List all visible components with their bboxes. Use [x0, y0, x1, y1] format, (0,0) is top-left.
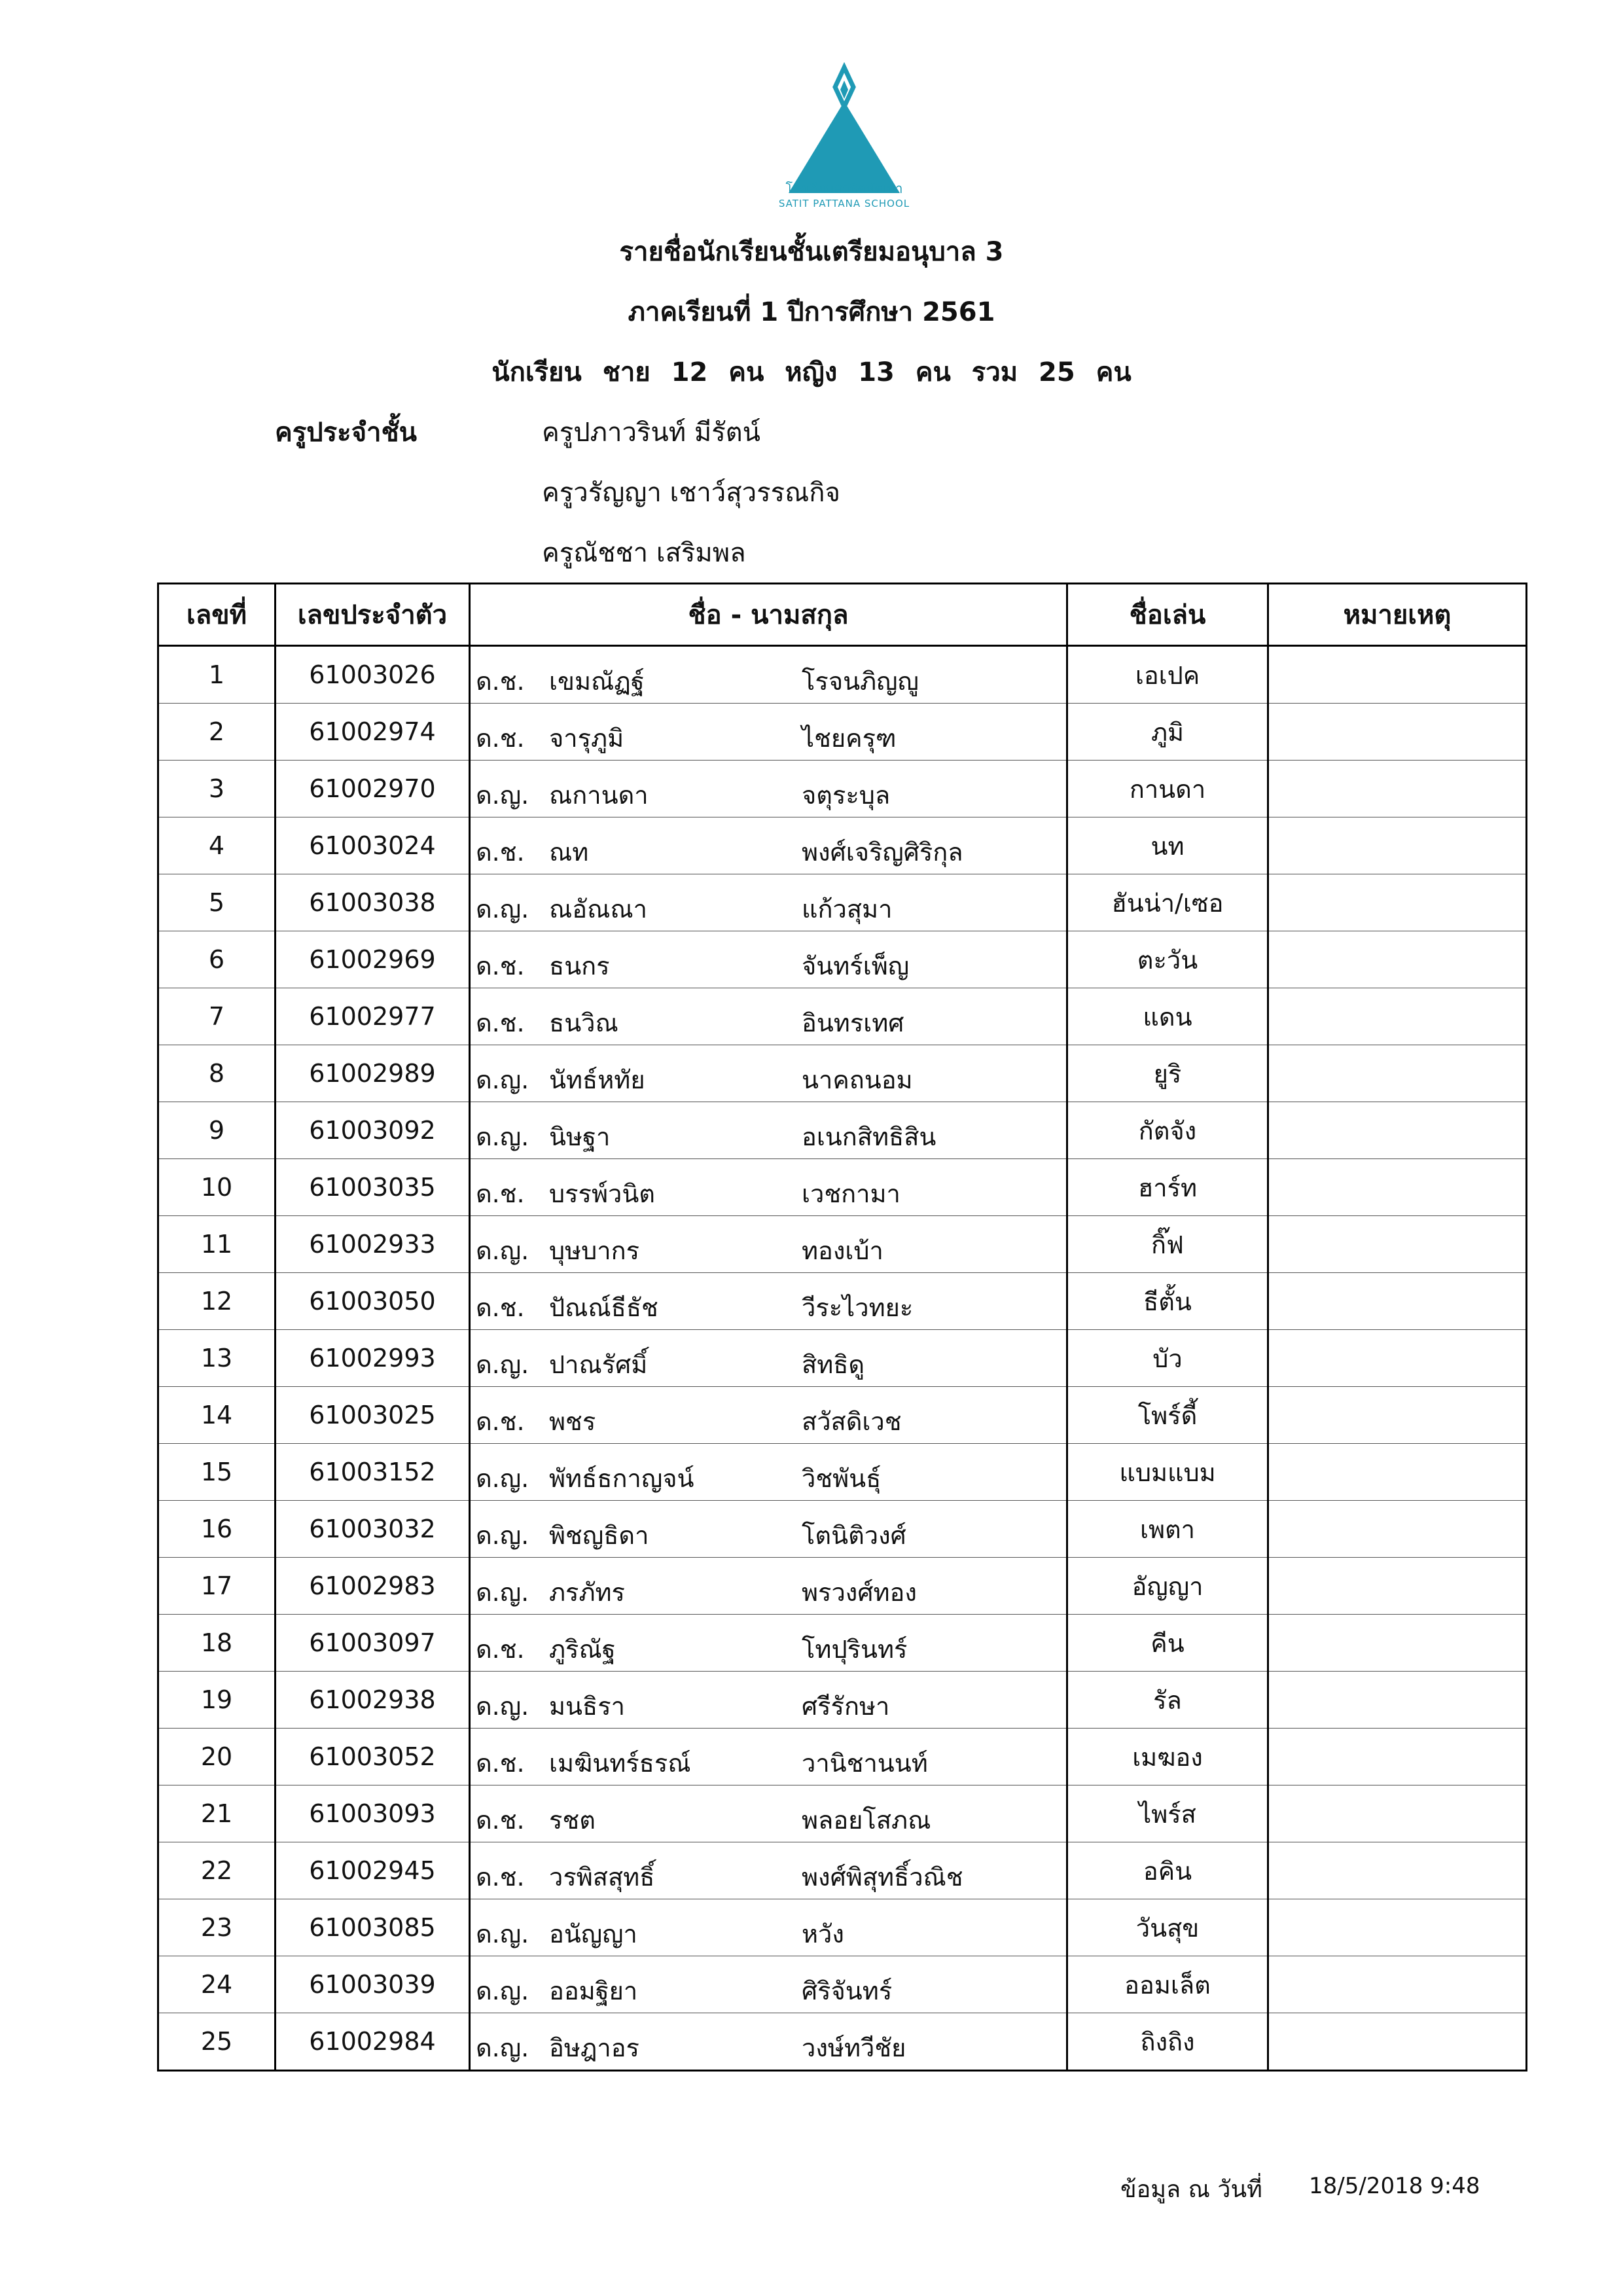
table-row — [158, 1899, 1527, 1956]
last-name: เวชกามา — [802, 1179, 901, 1208]
cell-no: 4 — [158, 817, 276, 874]
cell-note — [1268, 1729, 1527, 1785]
name-prefix: ด.ช. — [476, 952, 525, 980]
last-name: พรวงศ์ทอง — [802, 1578, 917, 1607]
first-name: พชร — [549, 1407, 596, 1436]
name-prefix: ด.ญ. — [476, 1236, 529, 1265]
cell-full-name — [470, 817, 1067, 874]
cell-note — [1268, 1615, 1527, 1672]
cell-no: 2 — [158, 704, 276, 761]
last-name: แก้วสุมา — [802, 895, 893, 924]
cell-note — [1268, 1501, 1527, 1558]
name-prefix: ด.ญ. — [476, 1464, 529, 1493]
name-prefix: ด.ญ. — [476, 1521, 529, 1550]
cell-no: 8 — [158, 1045, 276, 1102]
cell-full-name — [470, 1159, 1067, 1216]
first-name: ออมฐิยา — [549, 1977, 638, 2005]
cell-note — [1268, 817, 1527, 874]
cell-nickname: รัล — [1067, 1672, 1268, 1729]
name-prefix: ด.ช. — [476, 1009, 525, 1037]
first-name: อิษฎาอร — [549, 2034, 639, 2062]
cell-no: 3 — [158, 761, 276, 817]
table-row — [158, 988, 1527, 1045]
cell-nickname: เมฆอง — [1067, 1729, 1268, 1785]
last-name: พลอยโสภณ — [802, 1806, 931, 1835]
col-header-name: ชื่อ - นามสกุล — [470, 584, 1067, 646]
last-name: โตนิติวงศ์ — [802, 1521, 906, 1550]
first-name: พิชญธิดา — [549, 1521, 649, 1550]
cell-note — [1268, 931, 1527, 988]
first-name: ณกานดา — [549, 781, 649, 810]
cell-full-name — [470, 1387, 1067, 1444]
last-name: จตุระบุล — [802, 781, 891, 810]
first-name: นิษฐา — [549, 1122, 611, 1151]
cell-no: 14 — [158, 1387, 276, 1444]
table-row — [158, 817, 1527, 874]
cell-note — [1268, 704, 1527, 761]
col-header-nickname: ชื่อเล่น — [1067, 584, 1268, 646]
cell-full-name — [470, 1273, 1067, 1330]
cell-student-id: 61002933 — [276, 1216, 470, 1273]
cell-no: 16 — [158, 1501, 276, 1558]
table-row — [158, 1102, 1527, 1159]
cell-nickname: แดน — [1067, 988, 1268, 1045]
teacher-name: ครูณัชชา เสริมพล — [542, 538, 746, 568]
cell-student-id: 61003032 — [276, 1501, 470, 1558]
first-name: ณอัณณา — [549, 895, 647, 924]
table-row — [158, 1615, 1527, 1672]
name-prefix: ด.ญ. — [476, 1920, 529, 1948]
cell-no: 18 — [158, 1615, 276, 1672]
table-row — [158, 931, 1527, 988]
table-row — [158, 704, 1527, 761]
first-name: เมฆินทร์ธรณ์ — [549, 1749, 691, 1778]
first-name: บรรพ์วนิต — [549, 1179, 655, 1208]
cell-nickname: เอเปค — [1067, 646, 1268, 704]
first-name: รชต — [549, 1806, 596, 1835]
teacher-name: ครูปภาวรินท์ มีรัตน์ — [542, 418, 761, 448]
cell-student-id: 61003092 — [276, 1102, 470, 1159]
last-name: อินทรเทศ — [802, 1009, 904, 1037]
cell-no: 24 — [158, 1956, 276, 2013]
cell-student-id: 61002984 — [276, 2013, 470, 2071]
cell-no: 7 — [158, 988, 276, 1045]
name-prefix: ด.ญ. — [476, 2034, 529, 2062]
table-header-row — [158, 584, 1527, 646]
first-name: นัทธ์หทัย — [549, 1066, 645, 1094]
cell-student-id: 61002945 — [276, 1842, 470, 1899]
cell-student-id: 61003024 — [276, 817, 470, 874]
cell-student-id: 61003035 — [276, 1159, 470, 1216]
last-name: วงษ์ทวีชัย — [802, 2034, 906, 2062]
cell-note — [1268, 1330, 1527, 1387]
name-prefix: ด.ช. — [476, 838, 525, 867]
cell-nickname: ยูริ — [1067, 1045, 1268, 1102]
cell-note — [1268, 1558, 1527, 1615]
name-prefix: ด.ช. — [476, 1863, 525, 1892]
logo-school-name-en: SATIT PATTANA SCHOOL — [778, 198, 910, 209]
cell-nickname: โพร์ดี้ — [1067, 1387, 1268, 1444]
name-prefix: ด.ญ. — [476, 1066, 529, 1094]
last-name: โทปุรินทร์ — [802, 1635, 908, 1664]
first-name: ณท — [549, 838, 589, 867]
cell-student-id: 61003025 — [276, 1387, 470, 1444]
cell-full-name — [470, 988, 1067, 1045]
cell-note — [1268, 1899, 1527, 1956]
cell-note — [1268, 646, 1527, 704]
col-header-id: เลขประจำตัว — [276, 584, 470, 646]
cell-note — [1268, 1785, 1527, 1842]
name-prefix: ด.ญ. — [476, 781, 529, 810]
cell-no: 22 — [158, 1842, 276, 1899]
cell-full-name — [470, 1956, 1067, 2013]
cell-student-id: 61002974 — [276, 704, 470, 761]
table-row — [158, 1273, 1527, 1330]
table-row — [158, 1785, 1527, 1842]
name-prefix: ด.ญ. — [476, 1692, 529, 1721]
col-header-no: เลขที่ — [158, 584, 276, 646]
name-prefix: ด.ช. — [476, 1293, 525, 1322]
cell-nickname: กัตจัง — [1067, 1102, 1268, 1159]
table-row — [158, 761, 1527, 817]
cell-note — [1268, 761, 1527, 817]
cell-nickname: ฮันน่า/เซอ — [1067, 874, 1268, 931]
table-row — [158, 1842, 1527, 1899]
first-name: ธนกร — [549, 952, 610, 980]
first-name: ปาณรัศมิ์ — [549, 1350, 648, 1379]
logo-school-name-th: โรงเรียนสาธิตพัฒนา — [785, 181, 903, 196]
cell-note — [1268, 1273, 1527, 1330]
cell-note — [1268, 1842, 1527, 1899]
cell-full-name — [470, 1216, 1067, 1273]
last-name: ศิริจันทร์ — [802, 1977, 893, 2005]
cell-full-name — [470, 761, 1067, 817]
cell-full-name — [470, 1501, 1067, 1558]
cell-note — [1268, 1956, 1527, 2013]
name-prefix: ด.ช. — [476, 724, 525, 753]
cell-no: 25 — [158, 2013, 276, 2071]
cell-note — [1268, 874, 1527, 931]
cell-student-id: 61003085 — [276, 1899, 470, 1956]
first-name: ภูริณัฐ — [549, 1635, 616, 1664]
teacher-label: ครูประจำชั้น — [275, 418, 417, 448]
name-prefix: ด.ช. — [476, 1749, 525, 1778]
name-prefix: ด.ญ. — [476, 1977, 529, 2005]
cell-student-id: 61002983 — [276, 1558, 470, 1615]
cell-no: 15 — [158, 1444, 276, 1501]
last-name: โรจนภิญญู — [802, 667, 919, 696]
last-name: พงศ์เจริญศิริกุล — [802, 838, 963, 867]
cell-no: 10 — [158, 1159, 276, 1216]
table-row — [158, 646, 1527, 704]
name-prefix: ด.ช. — [476, 1806, 525, 1835]
cell-note — [1268, 1045, 1527, 1102]
cell-no: 13 — [158, 1330, 276, 1387]
table-row — [158, 1330, 1527, 1387]
cell-no: 23 — [158, 1899, 276, 1956]
cell-full-name — [470, 874, 1067, 931]
cell-no: 19 — [158, 1672, 276, 1729]
first-name: มนธิรา — [549, 1692, 625, 1721]
cell-nickname: บัว — [1067, 1330, 1268, 1387]
cell-nickname: อคิน — [1067, 1842, 1268, 1899]
cell-note — [1268, 1444, 1527, 1501]
last-name: พงศ์พิสุทธิ์วณิช — [802, 1863, 963, 1892]
name-prefix: ด.ช. — [476, 667, 525, 696]
cell-no: 9 — [158, 1102, 276, 1159]
table-row — [158, 1956, 1527, 2013]
cell-full-name — [470, 1785, 1067, 1842]
first-name: อนัญญา — [549, 1920, 637, 1948]
cell-student-id: 61003097 — [276, 1615, 470, 1672]
cell-student-id: 61002993 — [276, 1330, 470, 1387]
cell-note — [1268, 988, 1527, 1045]
first-name: ภรภัทร — [549, 1578, 625, 1607]
cell-full-name — [470, 1102, 1067, 1159]
table-row — [158, 1729, 1527, 1785]
cell-nickname: กานดา — [1067, 761, 1268, 817]
name-prefix: ด.ญ. — [476, 895, 529, 924]
cell-no: 6 — [158, 931, 276, 988]
cell-nickname: แบมแบม — [1067, 1444, 1268, 1501]
table-row — [158, 1045, 1527, 1102]
last-name: วีระไวทยะ — [802, 1293, 914, 1322]
cell-nickname: ภูมิ — [1067, 704, 1268, 761]
first-name: ธนวิณ — [549, 1009, 618, 1037]
cell-nickname: กิ๊ฟ — [1067, 1216, 1268, 1273]
last-name: จันทร์เพ็ญ — [802, 952, 910, 980]
last-name: อเนกสิทธิสิน — [802, 1122, 936, 1151]
cell-student-id: 61003093 — [276, 1785, 470, 1842]
first-name: จารุภูมิ — [549, 724, 624, 753]
first-name: บุษบากร — [549, 1236, 640, 1265]
table-row — [158, 1387, 1527, 1444]
cell-full-name — [470, 1045, 1067, 1102]
cell-full-name — [470, 1842, 1067, 1899]
name-prefix: ด.ช. — [476, 1407, 525, 1436]
table-row — [158, 1558, 1527, 1615]
last-name: วานิชานนท์ — [802, 1749, 928, 1778]
name-prefix: ด.ญ. — [476, 1122, 529, 1151]
cell-full-name — [470, 646, 1067, 704]
table-row — [158, 1444, 1527, 1501]
cell-student-id: 61003152 — [276, 1444, 470, 1501]
cell-no: 21 — [158, 1785, 276, 1842]
cell-nickname: คีน — [1067, 1615, 1268, 1672]
cell-no: 5 — [158, 874, 276, 931]
cell-nickname: ถิงถิง — [1067, 2013, 1268, 2071]
data-as-of-label: ข้อมูล ณ วันที่ — [1120, 2176, 1262, 2203]
last-name: สิทธิดู — [802, 1350, 865, 1379]
cell-nickname: ตะวัน — [1067, 931, 1268, 988]
page-title: รายชื่อนักเรียนชั้นเตรียมอนุบาล 3 — [619, 237, 1004, 267]
cell-student-id: 61002970 — [276, 761, 470, 817]
table-row — [158, 1672, 1527, 1729]
cell-student-id: 61002969 — [276, 931, 470, 988]
table-row — [158, 2013, 1527, 2071]
cell-student-id: 61003039 — [276, 1956, 470, 2013]
first-name: วรพิสสุทธิ์ — [549, 1863, 655, 1892]
table-row — [158, 1159, 1527, 1216]
col-header-note: หมายเหตุ — [1268, 584, 1527, 646]
cell-student-id: 61002989 — [276, 1045, 470, 1102]
cell-student-id: 61003050 — [276, 1273, 470, 1330]
cell-full-name — [470, 1558, 1067, 1615]
cell-nickname: เพตา — [1067, 1501, 1268, 1558]
cell-note — [1268, 1216, 1527, 1273]
last-name: ศรีรักษา — [802, 1692, 890, 1721]
last-name: สวัสดิเวช — [802, 1407, 902, 1436]
cell-no: 12 — [158, 1273, 276, 1330]
cell-full-name — [470, 1330, 1067, 1387]
first-name: เขมณัฏฐ์ — [549, 667, 645, 696]
last-name: ไชยครุฑ — [802, 724, 897, 753]
cell-full-name — [470, 704, 1067, 761]
cell-full-name — [470, 1729, 1067, 1785]
cell-note — [1268, 1159, 1527, 1216]
table-row — [158, 874, 1527, 931]
cell-full-name — [470, 931, 1067, 988]
cell-nickname: ธีตั้น — [1067, 1273, 1268, 1330]
cell-full-name — [470, 2013, 1067, 2071]
cell-note — [1268, 1102, 1527, 1159]
cell-nickname: อัญญา — [1067, 1558, 1268, 1615]
cell-nickname: ออมเล็ต — [1067, 1956, 1268, 2013]
name-prefix: ด.ช. — [476, 1635, 525, 1664]
cell-student-id: 61003052 — [276, 1729, 470, 1785]
cell-no: 20 — [158, 1729, 276, 1785]
cell-student-id: 61003026 — [276, 646, 470, 704]
cell-student-id: 61002938 — [276, 1672, 470, 1729]
last-name: นาคถนอม — [802, 1066, 913, 1094]
table-row — [158, 1501, 1527, 1558]
cell-full-name — [470, 1899, 1067, 1956]
term-line: ภาคเรียนที่ 1 ปีการศึกษา 2561 — [628, 297, 995, 327]
cell-full-name — [470, 1444, 1067, 1501]
cell-nickname: ฮาร์ท — [1067, 1159, 1268, 1216]
student-roster-table — [157, 583, 1527, 2072]
cell-no: 17 — [158, 1558, 276, 1615]
table-row — [158, 1216, 1527, 1273]
cell-nickname: นท — [1067, 817, 1268, 874]
cell-no: 11 — [158, 1216, 276, 1273]
cell-student-id: 61003038 — [276, 874, 470, 931]
name-prefix: ด.ญ. — [476, 1578, 529, 1607]
name-prefix: ด.ญ. — [476, 1350, 529, 1379]
cell-note — [1268, 1672, 1527, 1729]
cell-no: 1 — [158, 646, 276, 704]
cell-full-name — [470, 1672, 1067, 1729]
cell-note — [1268, 1387, 1527, 1444]
last-name: ทองเบ้า — [802, 1236, 883, 1265]
first-name: ปัณณ์ธีธัช — [549, 1293, 658, 1322]
cell-nickname: วันสุข — [1067, 1899, 1268, 1956]
first-name: พัทธ์ธกาญจน์ — [549, 1464, 694, 1493]
student-count-line: นักเรียน ชาย 12 คน หญิง 13 คน รวม 25 คน — [491, 357, 1132, 387]
teacher-name: ครูวรัญญา เชาว์สุวรรณกิจ — [542, 478, 840, 508]
name-prefix: ด.ช. — [476, 1179, 525, 1208]
cell-note — [1268, 2013, 1527, 2071]
cell-student-id: 61002977 — [276, 988, 470, 1045]
last-name: วิชพันธุ์ — [802, 1464, 882, 1493]
data-as-of-date: 18/5/2018 9:48 — [1309, 2173, 1480, 2199]
last-name: หวัง — [802, 1920, 844, 1948]
cell-full-name — [470, 1615, 1067, 1672]
cell-nickname: ไพร์ส — [1067, 1785, 1268, 1842]
